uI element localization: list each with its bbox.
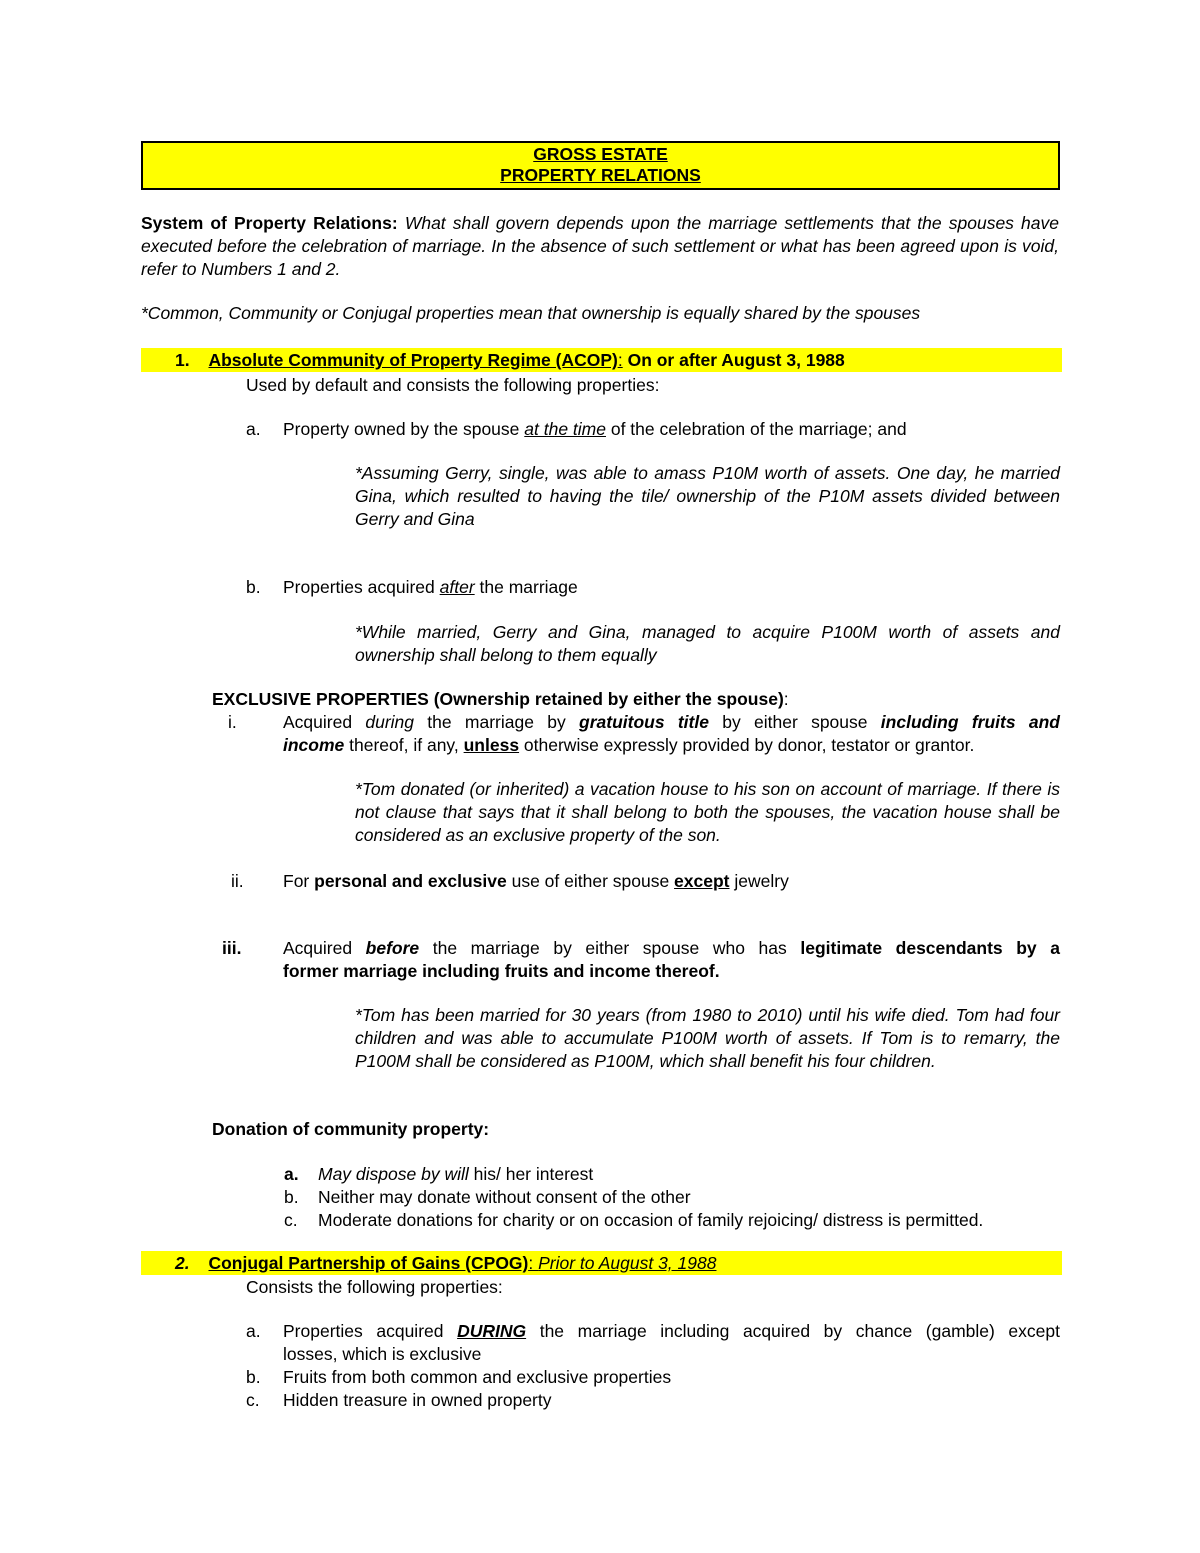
item-b-post: the marriage (474, 577, 578, 597)
exclusive-heading-text: EXCLUSIVE PROPERTIES (Ownership retained by either the spouse) (212, 689, 784, 709)
section1-colon: : (617, 350, 623, 370)
item-a-emphasis: at the time (524, 419, 606, 439)
cpog-b-marker: b. (246, 1367, 261, 1387)
item-ii-t3: use of either spouse (506, 871, 675, 891)
section2-heading (175, 1252, 1055, 1275)
section2-date: Prior to August 3, 1988 (538, 1253, 717, 1273)
item-a-post: of the celebration of the marriage; and (605, 419, 907, 439)
section2-subtitle: Consists the following properties: (246, 1277, 503, 1297)
item-b-marker: b. (246, 577, 261, 597)
example-iii: *Tom has been married for 30 years (from 1980 to 2010) until his wife died. Tom had four children and was able to accumulate P100M worth of assets. If Tom is to remarry, the P100M shall be considered as P100M, which shall benefit his four children. (355, 1005, 1060, 1071)
item-i-t1: Acquired (283, 712, 366, 732)
item-ii-text (283, 870, 1063, 893)
donation-b-text: Neither may donate without consent of the other (318, 1187, 691, 1207)
item-i-t3: the marriage by (414, 712, 580, 732)
item-i-t9: unless (463, 735, 520, 755)
intro-text: What shall govern depends upon the marriage settlements that the spouses have executed before the celebration of marriage. In the absence of such settlement or what has been agreed upon is void, refer to Numbers 1 and 2. (141, 213, 1059, 279)
item-ii-t4: except (674, 871, 730, 891)
cpog-a-post: the marriage including acquired by chance (gamble) except (526, 1321, 1060, 1341)
section1-title: Absolute Community of Property Regime (ACOP) (208, 350, 618, 370)
item-ii-t1: For (283, 871, 315, 891)
example-a: *Assuming Gerry, single, was able to amass P10M worth of assets. One day, he married Gina, which resulted to having the tile/ ownership of the P10M assets divided between Gerry and Gina (355, 463, 1060, 529)
item-b-text (283, 576, 1063, 599)
item-i-t8: thereof, if any, (344, 735, 464, 755)
item-iii-marker: iii. (222, 938, 242, 958)
exclusive-heading (212, 688, 1062, 711)
cpog-a-line2: losses, which is exclusive (283, 1344, 482, 1364)
item-i-line1 (283, 711, 1060, 734)
donation-a-emphasis: May dispose by will (318, 1164, 469, 1184)
exclusive-colon: : (783, 689, 789, 709)
item-iii-t3: the marriage by either spouse who has (419, 938, 801, 958)
cpog-c-text: Hidden treasure in owned property (283, 1390, 552, 1410)
section1-date: On or after August 3, 1988 (627, 350, 845, 370)
item-ii-t2: personal and exclusive (314, 871, 507, 891)
item-i-line2 (283, 734, 1063, 757)
cpog-a-line1 (283, 1320, 1060, 1343)
item-b-emphasis: after (439, 577, 475, 597)
donation-a-text (318, 1163, 1058, 1186)
cpog-a-emphasis: DURING (457, 1321, 527, 1341)
item-ii-marker: ii. (231, 871, 244, 891)
donation-c-marker: c. (284, 1210, 298, 1230)
section2-colon: : (528, 1253, 539, 1273)
item-i-t5: by either spouse (708, 712, 881, 732)
section2-title: Conjugal Partnership of Gains (CPOG) (208, 1253, 529, 1273)
donation-heading: Donation of community property: (212, 1119, 490, 1139)
item-a-text (283, 418, 1063, 441)
item-i-marker: i. (228, 712, 237, 732)
donation-b-marker: b. (284, 1187, 299, 1207)
item-i-t7: income (283, 735, 345, 755)
common-property-note: *Common, Community or Conjugal properties mean that ownership is equally shared by the spouses (141, 303, 921, 323)
item-iii-line1 (283, 937, 1060, 960)
example-i: *Tom donated (or inherited) a vacation house to his son on account of marriage. If there is not clause that says that it shall belong to both the spouses, the vacation house shall be considered as an exclusive property of the son. (355, 779, 1060, 845)
cpog-b-text: Fruits from both common and exclusive properties (283, 1367, 672, 1387)
document-title-box (141, 141, 1060, 190)
section1-number: 1. (175, 350, 190, 370)
cpog-a-pre: Properties acquired (283, 1321, 458, 1341)
item-i-t6: including fruits and (880, 712, 1060, 732)
item-a-pre: Property owned by the spouse (283, 419, 525, 439)
cpog-c-marker: c. (246, 1390, 260, 1410)
item-iii-t2: before (365, 938, 420, 958)
item-i-t10: otherwise expressly provided by donor, testator or grantor. (519, 735, 975, 755)
item-i-t2: during (365, 712, 415, 732)
section2-number: 2. (175, 1253, 190, 1273)
donation-c-text: Moderate donations for charity or on occasion of family rejoicing/ distress is permitted. (318, 1210, 984, 1230)
item-iii-line2: former marriage including fruits and income thereof. (283, 961, 720, 981)
donation-a-marker: a. (284, 1164, 299, 1184)
section1-heading (175, 349, 1055, 372)
item-iii-t1: Acquired (283, 938, 366, 958)
title-line-1: GROSS ESTATE (533, 144, 668, 164)
item-ii-t5: jewelry (729, 871, 789, 891)
intro-paragraph (141, 212, 1059, 281)
example-b: *While married, Gerry and Gina, managed to acquire P100M worth of assets and ownership shall belong to them equally (355, 622, 1060, 665)
item-iii-t4: legitimate descendants by a (800, 938, 1060, 958)
section1-subtitle: Used by default and consists the following properties: (246, 375, 660, 395)
item-b-pre: Properties acquired (283, 577, 440, 597)
donation-a-post: his/ her interest (468, 1164, 594, 1184)
item-i-t4: gratuitous title (579, 712, 709, 732)
title-line-2: PROPERTY RELATIONS (500, 165, 701, 185)
intro-label: System of Property Relations: (141, 213, 398, 233)
cpog-a-marker: a. (246, 1321, 261, 1341)
item-a-marker: a. (246, 419, 261, 439)
